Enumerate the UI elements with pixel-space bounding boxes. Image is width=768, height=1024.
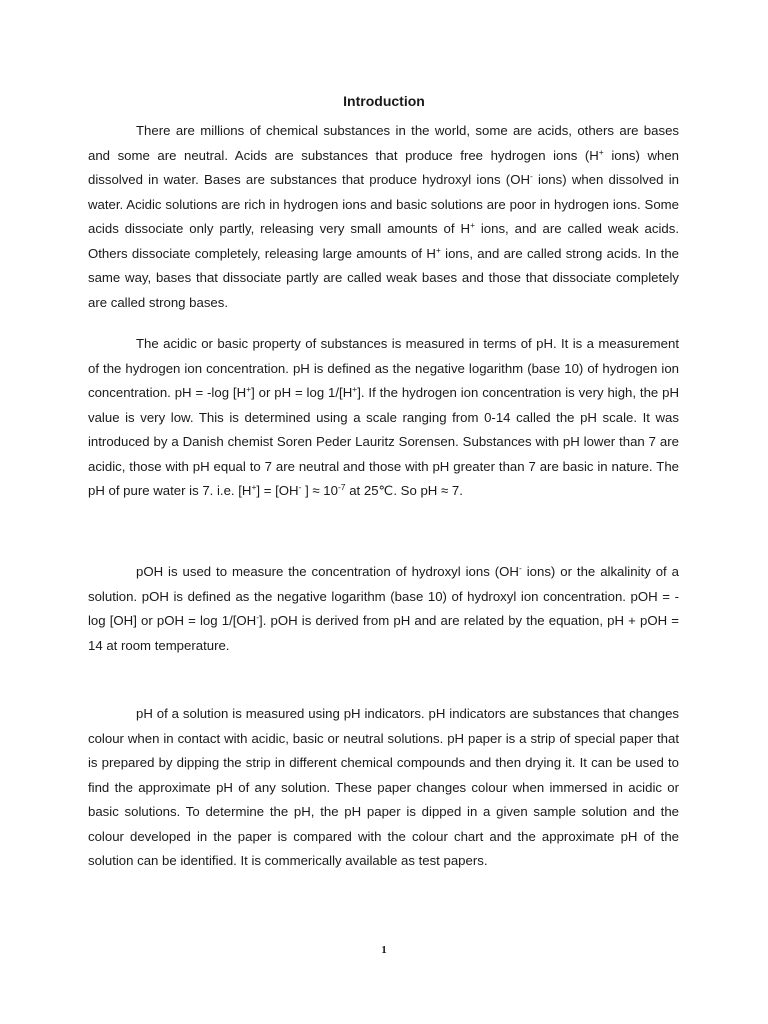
paragraph-acids-bases (88, 119, 679, 315)
superscript: + (352, 384, 358, 394)
text-run: The acidic or basic property of substances is measured in terms of pH. It is a measurement of the hydrogen ion concentration. pH is defined as the negative logarithm (base 10) of hydrogen ion concentration. pH = -log [H (88, 336, 679, 400)
text-run: pOH is used to measure the concentration of hydroxyl ions (OH (136, 564, 519, 579)
superscript: + (246, 384, 252, 394)
text-run: ions) when dissolved in water. Bases are substances that produce hydroxyl ions (OH (88, 147, 679, 187)
superscript: + (469, 220, 475, 230)
superscript: - (256, 612, 260, 622)
text-run: ions, and are called strong acids. In the same way, bases that dissociate partly are called weak bases and those that dissociate completely are called strong bases. (88, 245, 679, 310)
text-run: pH of a solution is measured using pH indicators. pH indicators are substances that changes colour when in contact with acidic, basic or neutral solutions. pH paper is a strip of special paper that is prepared by dipping the strip in different chemical compounds and then drying it. It can be used to find the approximate pH of any solution. These paper changes colour when immersed in acidic or basic solutions. To determine the pH, the pH paper is dipped in a given sample solution and the colour developed in the paper is compared with the colour chart and the approximate pH of the solution can be identified. It is commerically available as test papers. (88, 706, 679, 868)
superscript: -7 (337, 482, 346, 492)
paragraph-indicators (88, 702, 679, 874)
superscript: - (518, 563, 522, 573)
superscript: + (435, 244, 441, 255)
text-run: ions, and are called weak acids. Others dissociate completely, releasing large amounts of H (88, 221, 679, 261)
page-title: Introduction (343, 93, 425, 109)
text-run: ions) when dissolved in water. Acidic solutions are rich in hydrogen ions and basic solutions are poor in hydrogen ions. Some acids dissociate only partly, releasing very small amounts of H (88, 172, 679, 236)
superscript: - (529, 171, 533, 181)
text-run: ] ≈ 10 (301, 483, 338, 498)
superscript: + (251, 482, 257, 492)
text-run: ions) or the alkalinity of a solution. pOH is defined as the negative logarithm (base 10) of hydroxyl ion concentration. pOH = -log [OH] or pOH = log 1/[OH (88, 564, 679, 628)
superscript: - (298, 482, 302, 492)
text-run: at 25℃. So pH ≈ 7. (345, 483, 463, 498)
page-number: 1 (381, 944, 387, 956)
text-run: ] or pH = log 1/[H (251, 385, 353, 400)
text-run: ] = [OH (256, 483, 299, 498)
text-run: ]. If the hydrogen ion concentration is very high, the pH value is very low. This is determined using a scale ranging from 0-14 called the pH scale. It was introduced by a Danish chemist Soren Peder Lauritz Sorensen. Substances with pH lower than 7 are acidic, those with pH equal to 7 are neutral and those with pH greater than 7 are basic in nature. The pH of pure water is 7. i.e. [H (88, 385, 679, 498)
superscript: + (598, 146, 604, 157)
text-run: There are millions of chemical substances in the world, some are acids, others are bases and some are neutral. Acids are substances that produce free hydrogen ions (H (88, 123, 679, 163)
text-run: ]. pOH is derived from pH and are related by the equation, pH + pOH = 14 at room temperature. (88, 613, 679, 653)
paragraph-ph (88, 332, 679, 504)
paragraph-poh (88, 560, 679, 658)
